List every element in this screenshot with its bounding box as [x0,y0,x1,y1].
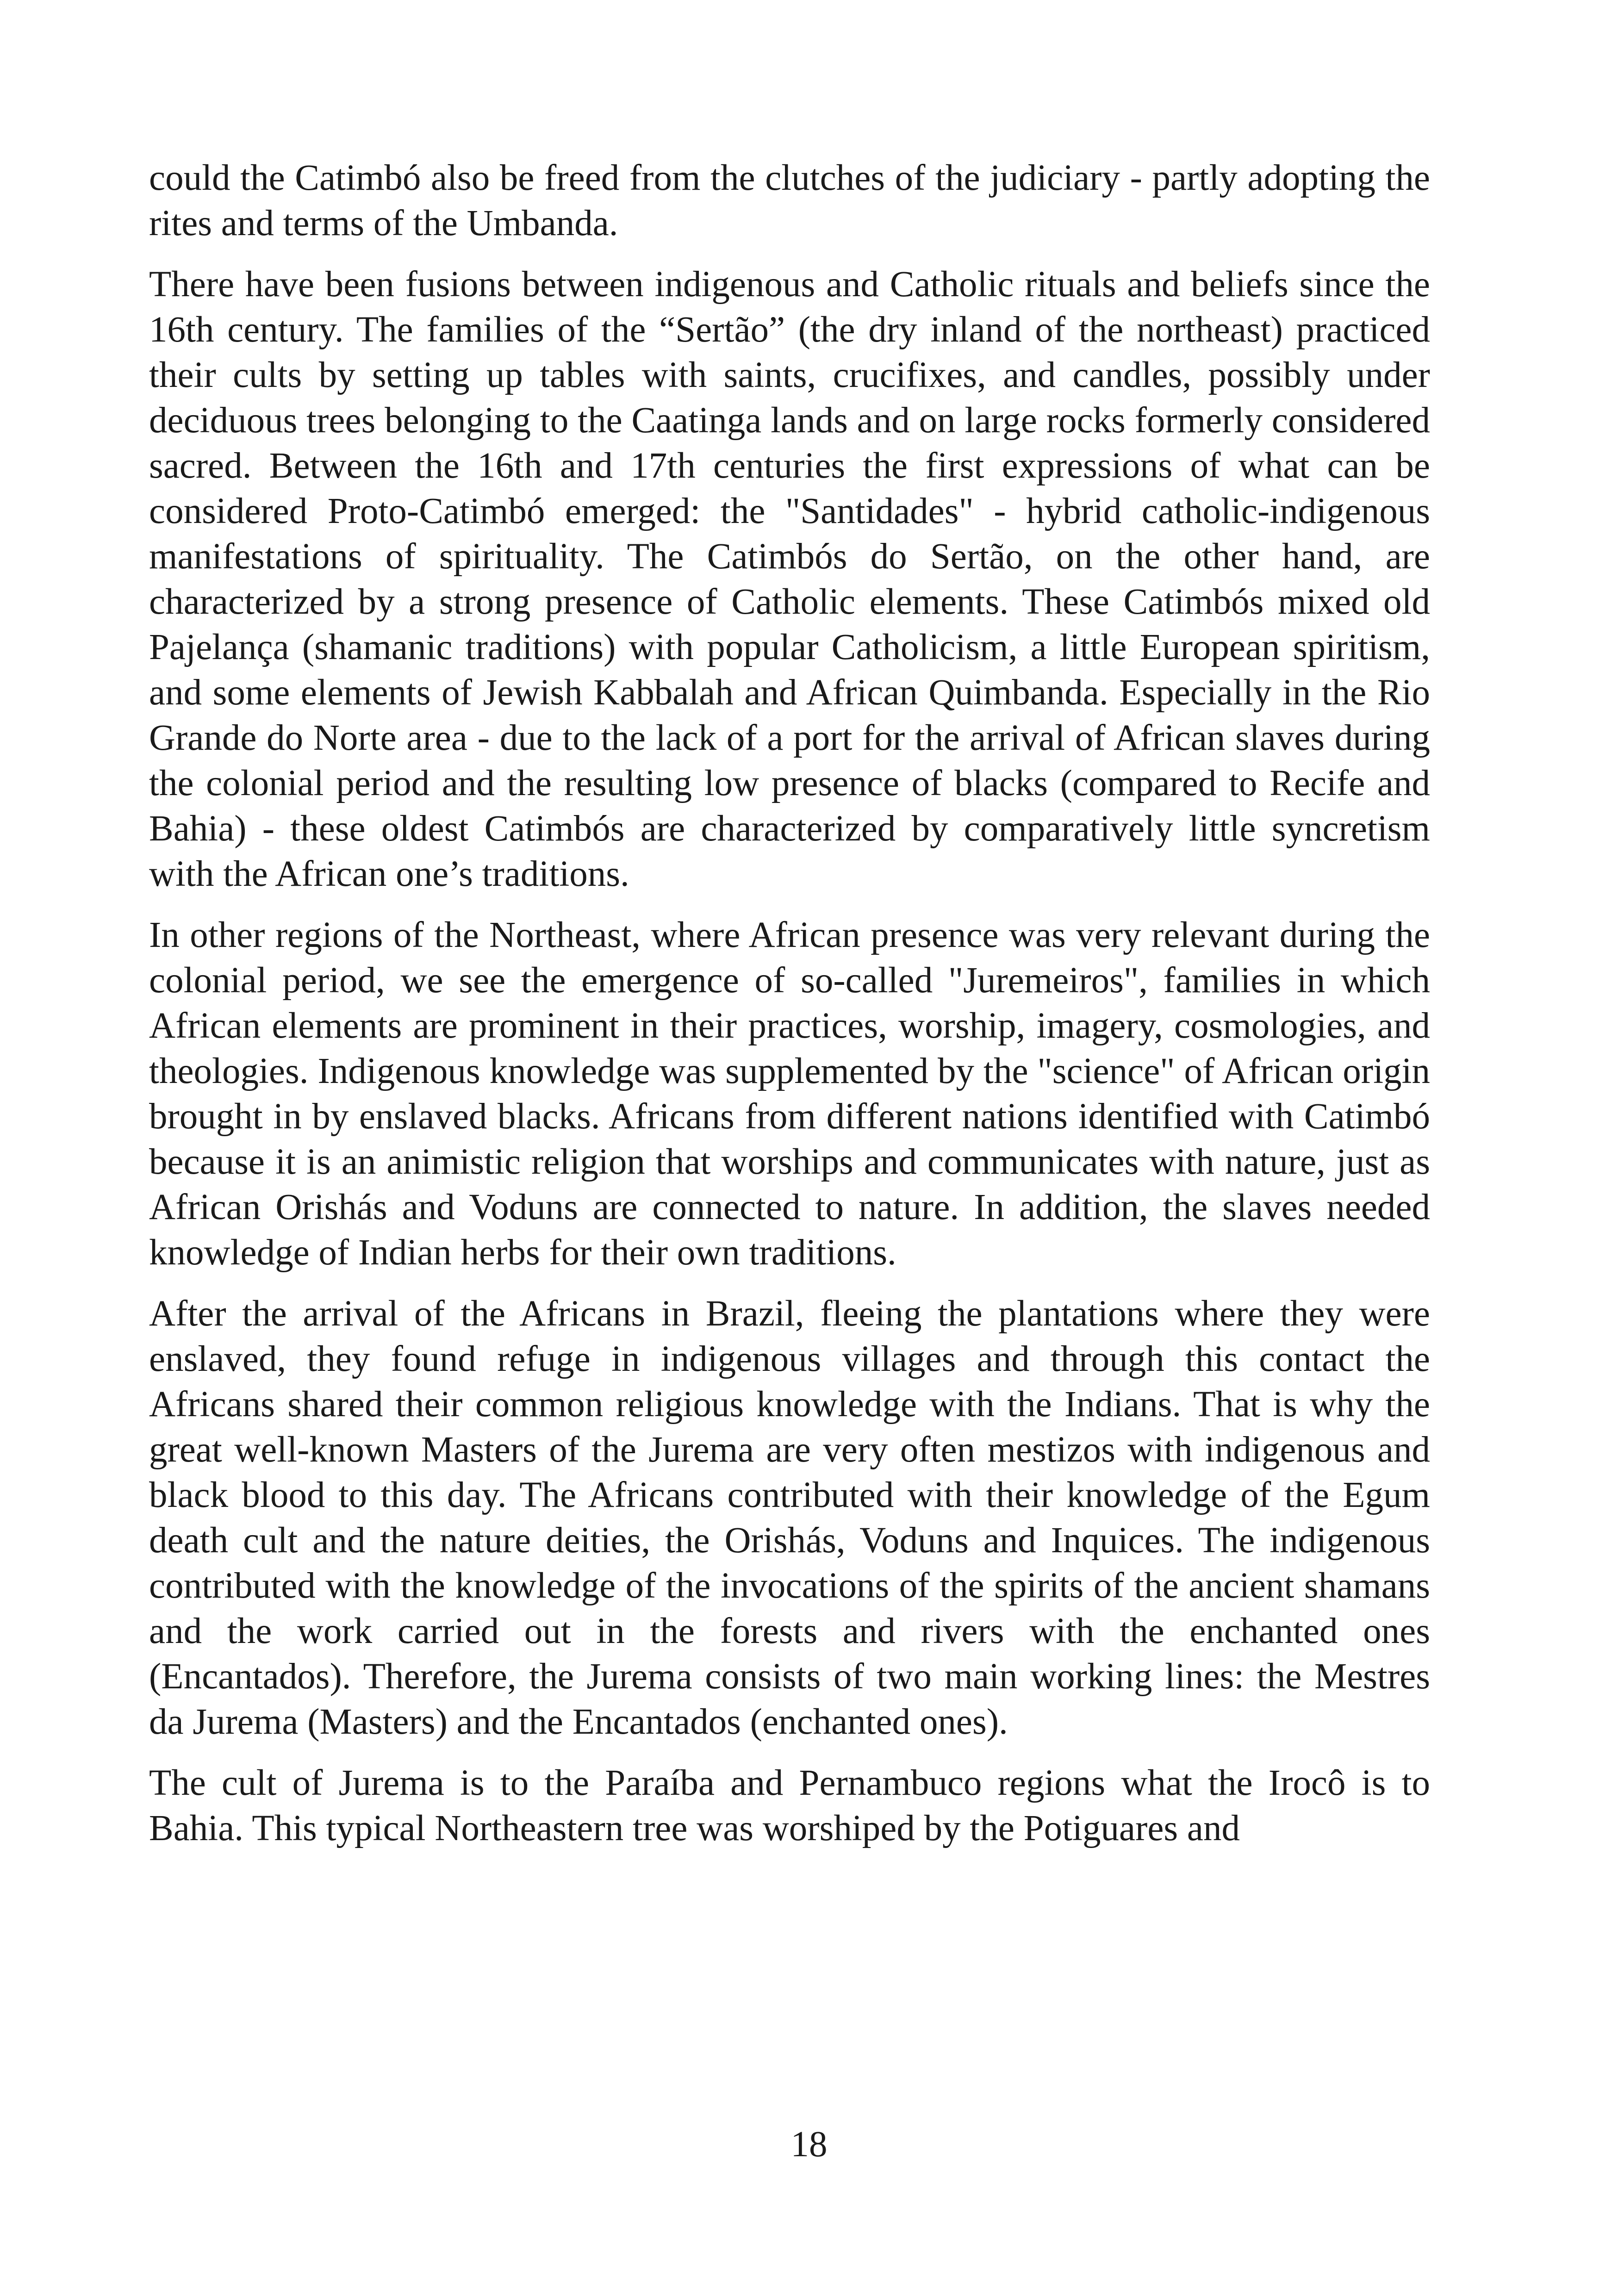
body-text [149,156,1430,1867]
page-number: 18 [790,2124,828,2165]
paragraph-5: The cult of Jurema is to the Paraíba and Pernambuco regions what the Irocô is to Bahia. This typical Northeastern tree was worshiped by the Potiguares and [149,1763,1430,1848]
paragraph-4: After the arrival of the Africans in Brazil, fleeing the plantations where they were enslaved, they found refuge in indigenous villages and through this contact the Africans shared their common religious knowledge with the Indians. That is why the great well-known Masters of the Jurema are very often mestizos with indigenous and black blood to this day. The Africans contributed with their knowledge of the Egum death cult and the nature deities, the Orishás, Voduns and Inquices. The indigenous contributed with the knowledge of the invocations of the spirits of the ancient shamans and the work carried out in the forests and rivers with the enchanted ones (Encantados). Therefore, the Jurema consists of two main working lines: the Mestres da Jurema (Masters) and the Encantados (enchanted ones). [149,1294,1430,1742]
paragraph-2: There have been fusions between indigenous and Catholic rituals and beliefs since the 16th century. The families of the “Sertão” (the dry inland of the northeast) practiced their cults by setting up tables with saints, crucifixes, and candles, possibly under deciduous trees belonging to the Caatinga lands and on large rocks formerly considered sacred. Between the 16th and 17th centuries the first expressions of what can be considered Proto-Catimbó emerged: the "Santidades" - hybrid catholic-indigenous manifestations of spirituality. The Catimbós do Sertão, on the other hand, are characterized by a strong presence of Catholic elements. These Catimbós mixed old Pajelança (shamanic traditions) with popular Catholicism, a little European spiritism, and some elements of Jewish Kabbalah and African Quimbanda. Especially in the Rio Grande do Norte area - due to the lack of a port for the arrival of African slaves during the colonial period and the resulting low presence of blacks (compared to Recife and Bahia) - these oldest Catimbós are characterized by comparatively little syncretism with the African one’s traditions. [149,264,1430,894]
paragraph-3: In other regions of the Northeast, where African presence was very relevant during the colonial period, we see the emergence of so-called "Juremeiros", families in which African elements are prominent in their practices, worship, imagery, cosmologies, and theologies. Indigenous knowledge was supplemented by the "science" of African origin brought in by enslaved blacks. Africans from different nations identified with Catimbó because it is an animistic religion that worships and communicates with nature, just as African Orishás and Voduns are connected to nature. In addition, the slaves needed knowledge of Indian herbs for their own traditions. [149,915,1430,1273]
paragraph-1: could the Catimbó also be freed from the clutches of the judiciary - partly adopting the rites and terms of the Umbanda. [149,158,1430,243]
